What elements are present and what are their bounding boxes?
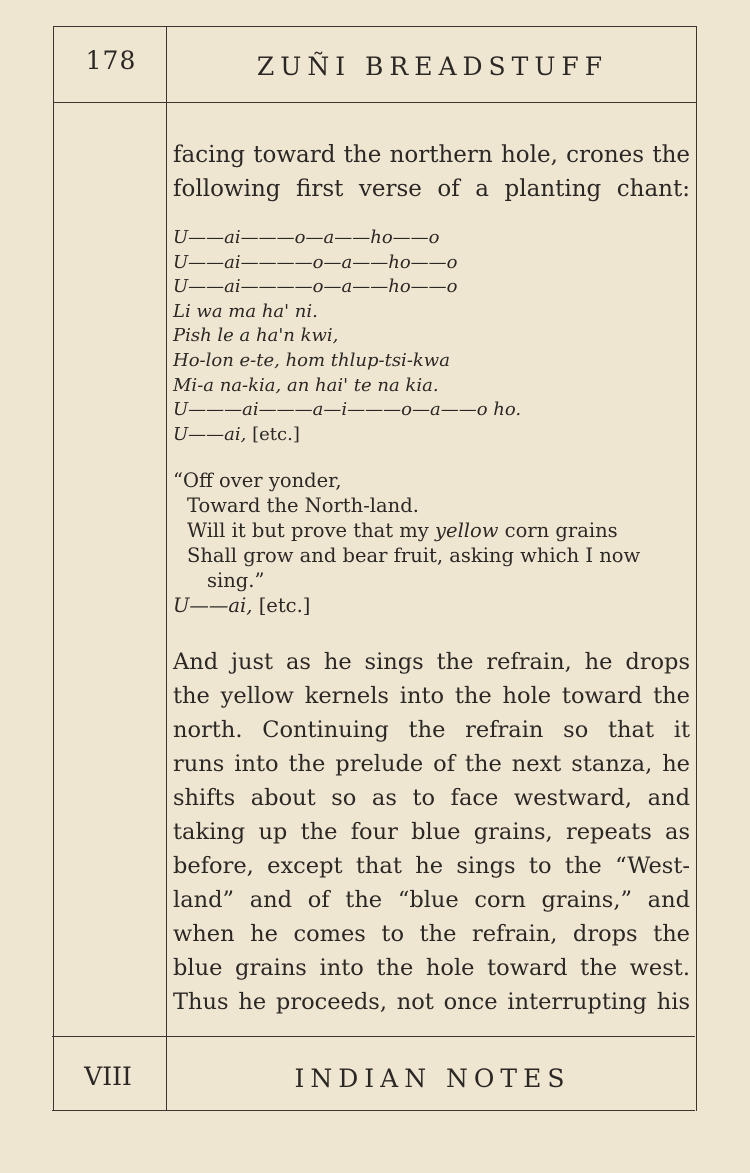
header-divider [54,102,697,103]
chant-line: U——ai————o—a——ho——o [173,251,458,273]
chant-refrain: U——ai, [173,594,253,617]
text-line: taking up the four blue grains, repeats as [173,819,690,845]
volume-number: VIII [84,1062,132,1091]
bottom-border [52,1110,695,1111]
running-title: ZUÑI BREADSTUFF [256,52,609,81]
chant-line: U——ai———o—a——ho——o [173,227,440,248]
text-line: when he comes to the refrain, drops the [173,921,690,947]
translation-line: sing.” [207,569,265,592]
text-line: runs into the prelude of the next stanza, he [173,751,690,777]
text-line: shifts about so as to face westward, and [173,785,690,811]
text-line: north. Continuing the refrain so that it [173,717,690,743]
text-line: facing toward the northern hole, crones the [173,142,690,168]
text-line: before, except that he sings to the “West- [173,853,690,879]
series-title: INDIAN NOTES [294,1064,571,1093]
body-paragraph [173,645,690,1019]
text-line: land” and of the “blue corn grains,” and [173,887,690,913]
etc-marker: [etc.] [246,423,300,445]
intro-text [173,138,690,206]
footer-divider [52,1036,695,1037]
text-line: blue grains into the hole toward the west. [173,955,690,981]
top-border [54,26,697,27]
chant-line: U———ai———a—i———o—a——o ho. [173,399,522,421]
text-line: And just as he sings the refrain, he drops [173,649,690,675]
translation-line: Shall grow and bear fruit, asking which I now [187,544,641,567]
column-divider [166,26,167,1111]
right-border [696,26,697,1111]
chant-line: Pish le a ha'n kwi, [173,325,339,347]
chant-line: Ho-lon e-te, hom thlup-tsi-kwa [173,349,450,371]
translation-etc [173,593,693,618]
translation-text: Will it but prove that my [187,519,436,542]
text-line: Thus he proceeds, not once interrupting his [173,989,690,1015]
translation-emphasis: yellow [435,519,499,542]
chant-translation [173,468,693,618]
text-line: following first verse of a planting chant: [173,176,690,202]
page-number: 178 [85,46,137,75]
chant-refrain: U——ai, [173,423,247,445]
chant-line-etc [173,423,693,448]
chant-verse [173,226,693,447]
translation-line [173,518,693,543]
chant-line: U——ai————o—a——ho——o [173,276,458,298]
etc-marker: [etc.] [252,594,311,617]
translation-text: corn grains [498,519,618,542]
chant-line: Li wa ma ha' ni. [173,300,318,322]
translation-line: Toward the North-land. [187,494,419,517]
text-line: the yellow kernels into the hole toward the [173,683,690,709]
chant-line: Mi-a na-kia, an hai' te na kia. [173,374,439,396]
left-border [53,26,54,1111]
translation-line: “Off over yonder, [173,469,342,492]
